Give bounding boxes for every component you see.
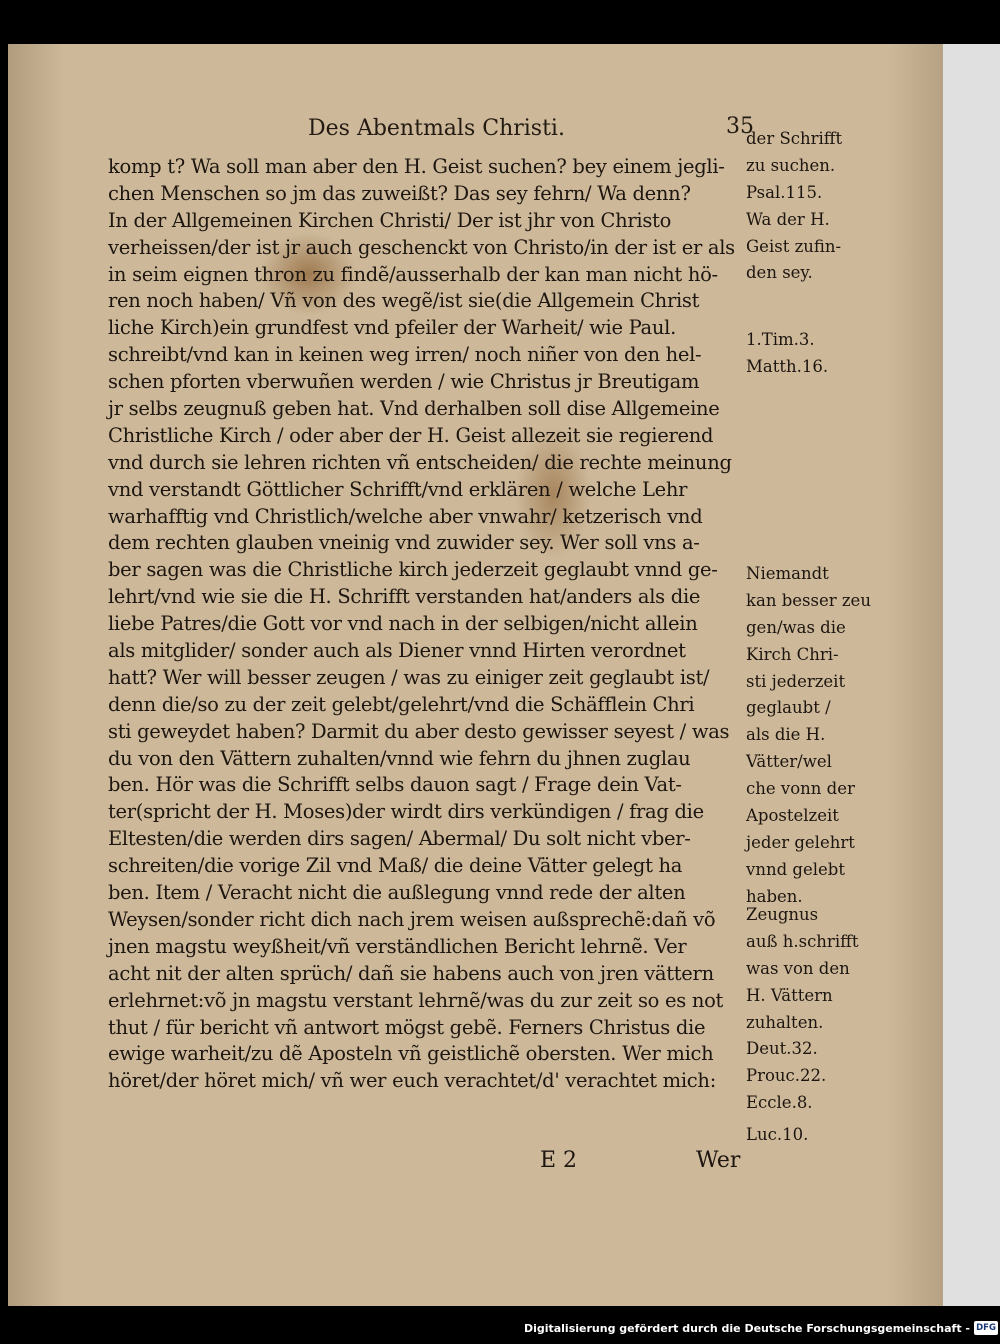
text-line: chen Menschen so jm das zuweißt? Das sey fehrn/ Wa denn? [108,181,691,205]
text-line: komp t? Wa soll man aber den H. Geist suchen? bey einem jegli- [108,155,725,178]
text-line: jnen magstu weyßheit/vñ verständlichen Bericht lehrnẽ. Ver [108,934,687,958]
text-line: acht nit der alten sprüch/ dañ sie habens auch von jren vättern [108,961,714,985]
text-line: du von den Vättern zuhalten/vnnd wie fehrn du jhnen zuglau [108,746,691,770]
text-line: warhafftig vnd Christlich/welche aber vnwahr/ ketzerisch vnd [108,504,703,528]
margin-note-line: gen/was die [746,617,846,637]
text-line: hatt? Wer will besser zeugen / was zu einiger zeit geglaubt ist/ [108,665,710,689]
text-line: liebe Patres/die Gott vor vnd nach in der selbigen/nicht allein [108,612,698,636]
margin-note-line: Kirch Chri- [746,644,839,664]
text-line: verheissen/der ist jr auch geschenckt von Christo/in der ist er als [108,235,735,259]
text-line: In der Allgemeinen Kirchen Christi/ Der ist jhr von Christo [108,208,672,232]
margin-note-line: geglaubt / [746,698,831,718]
margin-note-line: auß h.schrifft [746,931,859,951]
footer-bar [0,1318,1000,1344]
margin-note-group [746,561,871,911]
margin-note-line: Apostelzeit [746,806,839,826]
text-line: vnd durch sie lehren richten vñ entscheiden/ die rechte meinung [108,450,732,474]
margin-note-line: was von den [746,958,850,978]
text-line: sti geweydet haben? Darmit du aber desto gewisser seyest / was [108,719,730,743]
margin-note-line: der Schrifft [746,129,843,148]
text-line: schen pforten vberwuñen werden / wie Christus jr Breutigam [108,370,700,394]
margin-note-line: als die H. [746,725,826,745]
margin-note-line: den sey. [746,263,813,283]
margin-note-group [746,327,828,381]
text-line: ben. Hör was die Schrifft selbs dauon sagt / Frage dein Vat- [108,773,682,797]
text-line: lehrt/vnd wie sie die H. Schrifft verstanden hat/anders als die [108,585,701,609]
margin-note-line: Matth.16. [746,356,829,376]
margin-note-group [746,902,858,1117]
margin-note-line: haben. [746,886,803,906]
text-line: ben. Item / Veracht nicht die außlegung vnnd rede der alten [108,881,686,905]
margin-note-group [746,1122,808,1149]
text-line: in seim eignen thron zu findẽ/ausserhalb der kan man nicht hö- [108,262,718,286]
margin-note-line: Niemandt [746,564,829,583]
text-line: denn die/so zu der zeit gelebt/gelehrt/vnd die Schäfflein Chri [108,692,695,716]
text-line: thut / für bericht vñ antwort mögst gebẽ. Ferners Christus die [108,1015,706,1039]
text-line: ewige warheit/zu dẽ Aposteln vñ geistlichẽ obersten. Wer mich [108,1042,714,1066]
margin-note-line: Deut.32. [746,1039,818,1059]
text-line: ber sagen was die Christliche kirch jederzeit geglaubt vnnd ge- [108,558,718,582]
text-line: Weysen/sonder richt dich nach jrem weisen außsprechẽ:dañ võ [108,907,716,931]
margin-note-line: kan besser zeu [746,590,871,610]
text-line: ren noch haben/ Vñ von des wegẽ/ist sie(die Allgemein Christ [108,289,700,313]
margin-note-line: Zeugnus [746,905,819,924]
text-line: Eltesten/die werden dirs sagen/ Abermal/ Du solt nicht vber- [108,827,691,851]
margin-note-line: che vonn der [746,779,855,799]
text-line: dem rechten glauben vneinig vnd zuwider sey. Wer soll vns a- [108,531,700,555]
signature-mark: E 2 [540,1148,578,1173]
text-line: ter(spricht der H. Moses)der wirdt dirs verkündigen / frag die [108,800,704,824]
margin-note-line: H. Vättern [746,985,833,1005]
funding-credit: Digitalisierung gefördert durch die Deutsche Forschungsgemeinschaft - [523,1322,970,1335]
margin-note-line: Psal.115. [746,182,823,202]
margin-note-line: Vätter/wel [746,752,832,772]
text-line: schreiten/die vorige Zil vnd Maß/ die deine Vätter gelegt ha [108,854,683,878]
margin-note-group [746,126,842,287]
text-line: Christliche Kirch / oder aber der H. Geist allezeit sie regierend [108,423,714,447]
margin-note-line: vnnd gelebt [746,859,845,879]
text-line: erlehrnet:võ jn magstu verstant lehrnẽ/was du zur zeit so es not [108,988,724,1012]
dfg-logo-label: DFG [976,1323,996,1333]
catchword-row [0,1148,1000,1178]
margin-note-line: zuhalten. [746,1012,824,1032]
text-line: liche Kirch)ein grundfest vnd pfeiler der Warheit/ wie Paul. [108,316,676,340]
margin-note-line: Eccle.8. [746,1093,813,1113]
text-line: schreibt/vnd kan in keinen weg irren/ noch niñer von den hel- [108,343,702,367]
margin-note-line: sti jederzeit [746,671,846,691]
margin-note-line: zu suchen. [746,155,836,175]
text-line: jr selbs zeugnuß geben hat. Vnd derhalben soll dise Allgemeine [108,397,720,421]
catchword: Wer [696,1148,741,1173]
margin-note-line: Luc.10. [746,1125,809,1144]
margin-note-line: jeder gelehrt [746,832,855,852]
text-line: höret/der höret mich/ vñ wer euch verachtet/d' verachtet mich: [108,1069,716,1093]
dfg-logo-icon [974,1321,998,1335]
margin-note-line: Geist zufin- [746,236,842,256]
margin-note-line: 1.Tim.3. [746,330,815,349]
running-head: Des Abentmals Christi. [308,116,565,141]
text-line: vnd verstandt Göttlicher Schrifft/vnd erklären / welche Lehr [108,477,688,501]
page-number: 35 [726,114,754,139]
margin-note-line: Wa der H. [746,209,830,229]
text-line: als mitglider/ sonder auch als Diener vnnd Hirten verordnet [108,639,686,663]
margin-note-line: Prouc.22. [746,1066,827,1086]
